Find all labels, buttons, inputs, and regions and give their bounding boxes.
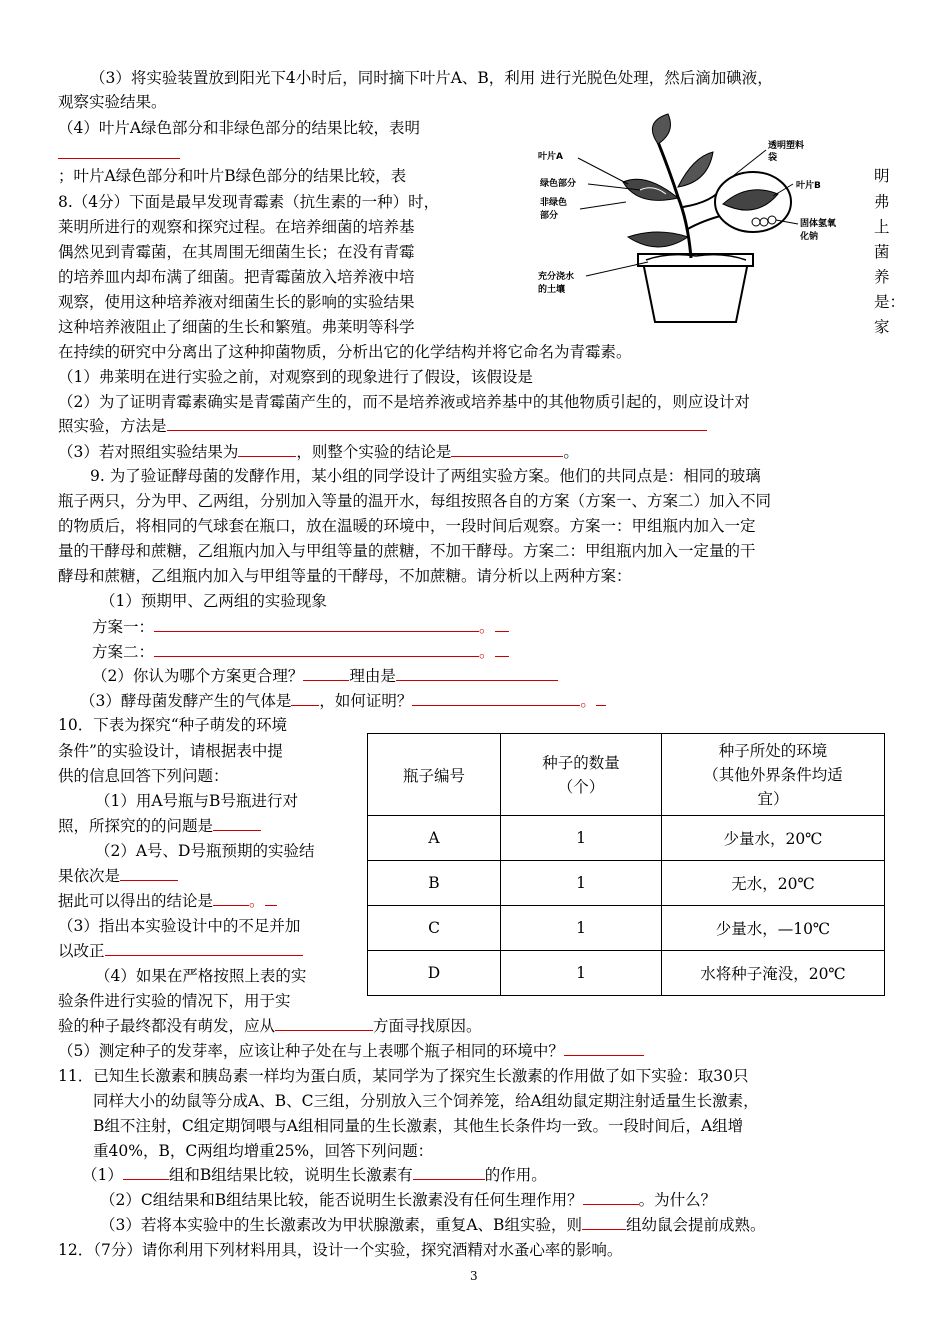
q10-line1: 10．下表为探究“种子萌发的环境 — [58, 716, 288, 734]
q10-bottle-blank[interactable] — [564, 1041, 644, 1056]
q10-line13: 验的种子最终都没有萌发，应从 方面寻找原因。 — [58, 1017, 482, 1035]
table-row — [368, 906, 885, 951]
q9-line3: 的物质后，将相同的气球套在瓶口，放在温暖的环境中，一段时间后观察。方案一：甲组瓶内加入一定 — [58, 517, 756, 535]
header-environment: 种子所处的环境 （其他外界条件均适 宜） — [662, 734, 885, 816]
table-row — [368, 951, 885, 996]
q9-proof-blank[interactable] — [412, 691, 580, 706]
q12-line1: 12．（7分）请你利用下列材料用具，设计一个实验，探究酒精对水蚤心率的影响。 — [58, 1241, 623, 1259]
cell-count: 1 — [501, 816, 662, 861]
q11-sub3: （3）若将本实验中的生长激素改为甲状腺激素，重复A、B组实验，则 组幼鼠会提前成熟。 — [100, 1216, 766, 1234]
leaf-lower-left — [628, 232, 688, 247]
cell-bottle: C — [368, 906, 501, 951]
q9-reason-blank[interactable] — [396, 666, 558, 681]
q9-gas-blank[interactable] — [291, 691, 319, 706]
cell-bottle: B — [368, 861, 501, 906]
label-soil-2: 的土壤 — [538, 285, 566, 295]
q8-line2: 莱明所进行的观察和探究过程。在培养细菌的培养基 — [58, 218, 415, 236]
q10-line7: 果依次是 — [58, 866, 178, 886]
q10-results-blank[interactable] — [120, 866, 178, 881]
leaf-upper-right — [678, 152, 713, 187]
q8-line6: 这种培养液阻止了细菌的生长和繁殖。弗莱明等科学 — [58, 318, 415, 336]
q9-plan2: 方案二： 。 — [92, 642, 509, 662]
q8-line3: 偶然见到青霉菌，在其周围无细菌生长；在没有青霉 — [58, 243, 415, 261]
q7-line3: （4）叶片A绿色部分和非绿色部分的结果比较，表明 — [58, 119, 421, 137]
q8-control-result-blank[interactable] — [238, 442, 296, 457]
table-row — [368, 861, 885, 906]
q9-which-plan-blank[interactable] — [303, 666, 349, 681]
q9-plan2-blank[interactable] — [154, 642, 479, 657]
q8-line1-end: 弗 — [874, 193, 890, 211]
cell-environment: 水将种子淹没，20℃ — [662, 951, 885, 996]
q7-line1: （3）将实验装置放到阳光下4小时后，同时摘下叶片A、B，利用 进行光脱色处理，然后滴加碘液， — [90, 69, 773, 87]
label-soil-1: 充分浇水 — [538, 272, 575, 282]
plant-experiment-figure — [528, 112, 873, 327]
q8-line5: 观察，使用这种培养液对细菌生长的影响的实验结果 — [58, 293, 415, 311]
q8-line4: 的培养皿内却布满了细菌。把青霉菌放入培养液中培 — [58, 268, 415, 286]
q9-sub3: （3）酵母菌发酵产生的气体是 ，如何证明？ 。 — [80, 691, 606, 711]
header-bottle-id: 瓶子编号 — [368, 734, 501, 816]
q8-line2-end: 上 — [874, 218, 890, 236]
q10-conclusion-blank[interactable] — [213, 891, 249, 906]
table-row — [368, 816, 885, 861]
q11-line4: 重40%，B，C两组均增重25%，回答下列问题： — [93, 1142, 434, 1160]
q10-line10: 以改正 — [58, 941, 303, 961]
q10-line6: （2）A号、D号瓶预期的实验结 — [95, 842, 315, 860]
q10-line14: （5）测定种子的发芽率，应该让种子处在与上表哪个瓶子相同的环境中？ — [58, 1041, 644, 1061]
q10-line11: （4）如果在严格按照上表的实 — [95, 967, 307, 985]
q11-yesno-blank[interactable] — [583, 1190, 639, 1205]
q10-improve-blank[interactable] — [105, 941, 303, 956]
q10-line5: 照，所探究的的问题是 — [58, 816, 261, 836]
q10-line9: （3）指出本实验设计中的不足并加 — [58, 917, 301, 935]
header-seed-count: 种子的数量 （个） — [501, 734, 662, 816]
q9-plan1-blank[interactable] — [154, 617, 479, 632]
q8-line6-end: 家 — [874, 318, 890, 336]
label-naoh-2: 化钠 — [800, 232, 819, 242]
q9-line5: 酵母和蔗糖，乙组瓶内加入与甲组等量的干酵母，不加蔗糖。请分析以上两种方案： — [58, 567, 632, 585]
q10-reason-blank[interactable] — [275, 1016, 373, 1031]
leaf-a — [623, 179, 678, 200]
q10-line4: （1）用A号瓶与B号瓶进行对 — [95, 792, 298, 810]
top-leaf — [652, 114, 670, 144]
q10-line2: 条件”的实验设计，请根据表中提 — [58, 742, 283, 760]
q11-group-blank[interactable] — [123, 1165, 169, 1180]
q7-line5: ；叶片A绿色部分和叶片B绿色部分的结果比较，表 — [58, 167, 407, 185]
q8-line3-end: 菌 — [874, 243, 890, 261]
q7-answer-blank[interactable] — [58, 144, 180, 164]
label-naoh-1: 固体氢氧 — [800, 219, 837, 229]
label-nongreen-1: 非绿色 — [540, 198, 568, 208]
q9-sub1: （1）预期甲、乙两组的实验现象 — [100, 592, 327, 610]
flower-pot — [643, 262, 748, 322]
label-bag-1: 透明塑料 — [768, 141, 805, 151]
q10-line8: 据此可以得出的结论是 。 — [58, 891, 277, 911]
q11-thyroid-group-blank[interactable] — [582, 1215, 626, 1230]
cell-bottle: D — [368, 951, 501, 996]
q11-line3: B组不注射，C组定期饲喂与A组相同量的生长激素，其他生长条件均一致。一段时间后，A组增 — [93, 1117, 744, 1135]
q9-sub2: （2）你认为哪个方案更合理？ 理由是 — [92, 666, 558, 686]
q9-line1: 9. 为了验证酵母菌的发酵作用，某小组的同学设计了两组实验方案。他们的共同点是：相同的玻璃 — [90, 467, 761, 485]
label-green-part: 绿色部分 — [540, 179, 577, 189]
q7-line5-end: 明 — [874, 167, 890, 185]
q8-line1: 8.（4分）下面是最早发现青霉素（抗生素的一种）时， — [58, 193, 440, 211]
q8-conclusion-blank[interactable] — [451, 442, 563, 457]
q11-line2: 同样大小的幼鼠等分成A、B、C三组，分别放入三个饲养笼，给A组幼鼠定期注射适量生长激素， — [93, 1092, 759, 1110]
cell-bottle: A — [368, 816, 501, 861]
q8-line5-end: 是： — [874, 293, 906, 311]
cell-environment: 无水，20℃ — [662, 861, 885, 906]
cell-count: 1 — [501, 906, 662, 951]
q8-sub3: （3）若对照组实验结果为 ，则整个实验的结论是 。 — [58, 443, 579, 461]
page-number: 3 — [470, 1269, 478, 1283]
table-header-row — [368, 734, 885, 816]
cell-count: 1 — [501, 861, 662, 906]
label-leaf-b: 叶片B — [796, 181, 821, 191]
q8-sub2a: （2）为了证明青霉素确实是青霉菌产生的，而不是培养液或培养基中的其他物质引起的，则应设计对 — [58, 393, 750, 411]
q10-line12: 验条件进行实验的情况下，用于实 — [58, 992, 291, 1010]
cell-environment: 少量水，—10℃ — [662, 906, 885, 951]
label-leaf-a: 叶片A — [538, 152, 563, 162]
q8-method-blank[interactable] — [167, 416, 707, 431]
label-bag-2: 袋 — [768, 153, 778, 163]
q7-line2: 观察实验结果。 — [58, 93, 167, 111]
q10-line3: 供的信息回答下列问题： — [58, 767, 229, 785]
cell-environment: 少量水，20℃ — [662, 816, 885, 861]
q9-plan1: 方案一： 。 — [92, 617, 509, 637]
q10-question-blank[interactable] — [213, 816, 261, 831]
seed-germination-table — [367, 733, 885, 996]
q9-line2: 瓶子两只，分为甲、乙两组，分别加入等量的温开水，每组按照各自的方案（方案一、方案二）加入不同 — [58, 492, 772, 510]
q8-line7: 在持续的研究中分离出了这种抑菌物质，分析出它的化学结构并将它命名为青霉素。 — [58, 343, 632, 361]
q11-sub2: （2）C组结果和B组结果比较，能否说明生长激素没有任何生理作用？ 。为什么？ — [100, 1191, 717, 1209]
q9-line4: 量的干酵母和蔗糖，乙组瓶内加入与甲组等量的蔗糖，不加干酵母。方案二：甲组瓶内加入一定量的干 — [58, 542, 756, 560]
q8-line4-end: 养 — [874, 268, 890, 286]
q11-effect-blank[interactable] — [413, 1165, 485, 1180]
q8-sub2b: 照实验，方法是 — [58, 416, 707, 436]
q8-sub1: （1）弗莱明在进行实验之前，对观察到的现象进行了假设，该假设是 — [58, 368, 533, 386]
cell-count: 1 — [501, 951, 662, 996]
q11-sub1: （1） 组和B组结果比较，说明生长激素有 的作用。 — [82, 1166, 547, 1184]
q11-line1: 11．已知生长激素和胰岛素一样均为蛋白质，某同学为了探究生长激素的作用做了如下实验：取30只 — [58, 1067, 749, 1085]
label-nongreen-2: 部分 — [540, 211, 559, 221]
